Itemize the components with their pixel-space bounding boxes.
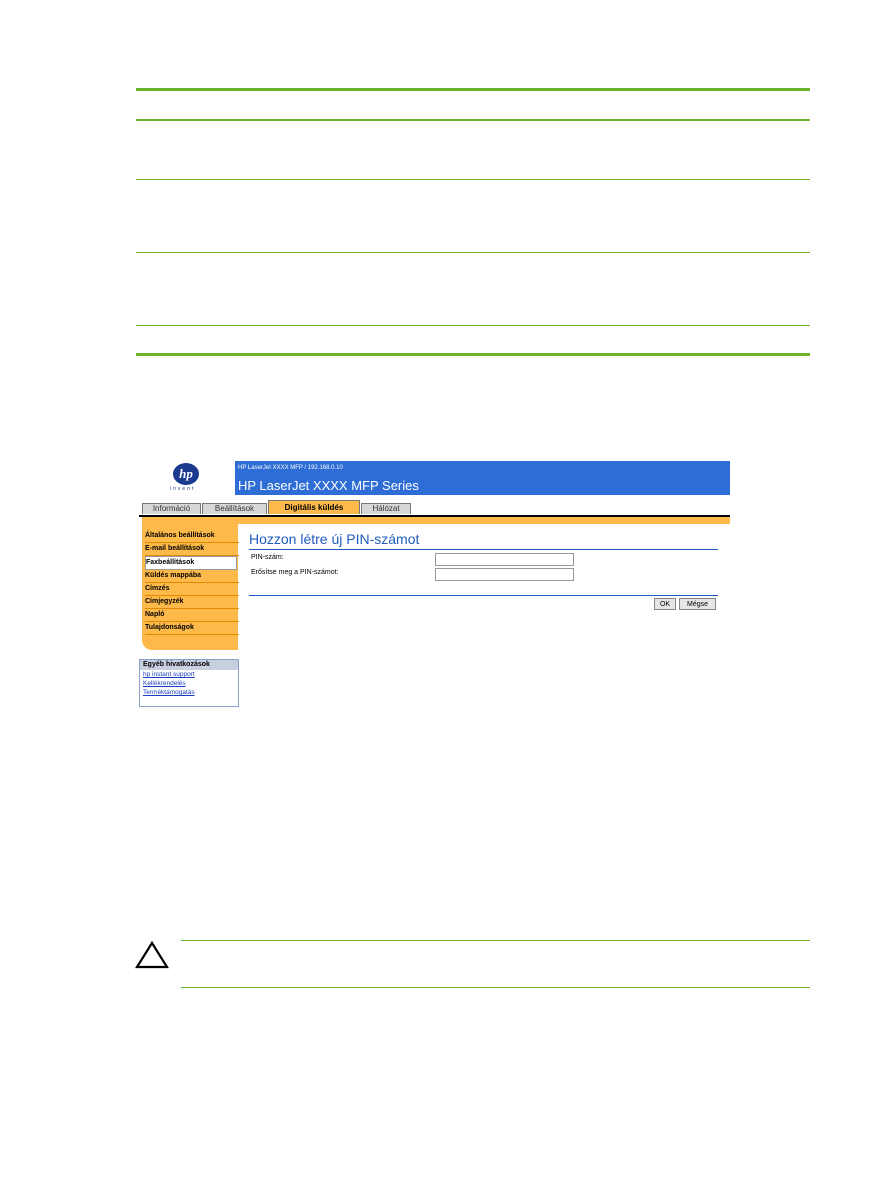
- sidebar-item-send-to-folder[interactable]: Küldés mappába: [145, 570, 239, 583]
- banner-subtitle: HP LaserJet XXXX MFP / 192.168.0.10: [238, 465, 343, 471]
- hp-logo-mark: hp: [173, 463, 199, 485]
- sidebar: [142, 517, 238, 650]
- confirm-pin-input[interactable]: [435, 568, 574, 581]
- tab-digital-sending[interactable]: Digitális küldés: [268, 500, 360, 514]
- table-bottom-rule: [136, 353, 810, 356]
- sidebar-item-log[interactable]: Napló: [145, 609, 239, 622]
- other-links-panel: [139, 659, 239, 707]
- caution-top-rule: [181, 940, 810, 941]
- link-order-supplies[interactable]: Kellékrendelés: [143, 680, 186, 687]
- header-banner: [235, 461, 730, 495]
- page-title: Hozzon létre új PIN-számot: [249, 531, 420, 547]
- form-divider: [249, 595, 718, 596]
- tab-bar: [139, 500, 730, 515]
- hp-logo-tagline: invent: [170, 486, 196, 492]
- hp-logo-icon: [139, 461, 235, 497]
- cancel-button[interactable]: Mégse: [679, 598, 716, 610]
- sidebar-item-preferences[interactable]: Tulajdonságok: [145, 622, 239, 635]
- embedded-screenshot: [139, 461, 730, 706]
- banner-title: HP LaserJet XXXX MFP Series: [238, 478, 419, 493]
- ok-button[interactable]: OK: [654, 598, 676, 610]
- sidebar-item-email-settings[interactable]: E-mail beállítások: [145, 543, 239, 556]
- table-header-rule: [136, 119, 810, 121]
- sidebar-item-address-book[interactable]: Címjegyzék: [145, 596, 239, 609]
- sidebar-item-general-settings[interactable]: Általános beállítások: [145, 530, 239, 543]
- tab-information[interactable]: Információ: [142, 503, 201, 514]
- sidebar-item-addressing[interactable]: Címzés: [145, 583, 239, 596]
- table-top-rule: [136, 88, 810, 91]
- sidebar-item-fax-settings[interactable]: Faxbeállítások: [145, 556, 237, 570]
- pin-label: PIN-szám:: [251, 554, 284, 561]
- link-hp-instant-support[interactable]: hp instant support: [143, 671, 195, 678]
- link-product-support[interactable]: Terméktámogatás: [143, 689, 195, 696]
- table-row-rule: [136, 325, 810, 326]
- table-row-rule: [136, 179, 810, 180]
- pin-input[interactable]: [435, 553, 574, 566]
- confirm-pin-label: Erősítse meg a PIN-számot:: [251, 569, 339, 576]
- table-row-rule: [136, 252, 810, 253]
- other-links-heading: Egyéb hivatkozások: [140, 660, 238, 670]
- caution-bottom-rule: [181, 987, 810, 988]
- title-divider: [249, 549, 718, 550]
- tab-network[interactable]: Hálózat: [361, 503, 411, 514]
- content-top-bar: [235, 517, 730, 524]
- caution-triangle-icon: [135, 940, 169, 970]
- tab-settings[interactable]: Beállítások: [202, 503, 267, 514]
